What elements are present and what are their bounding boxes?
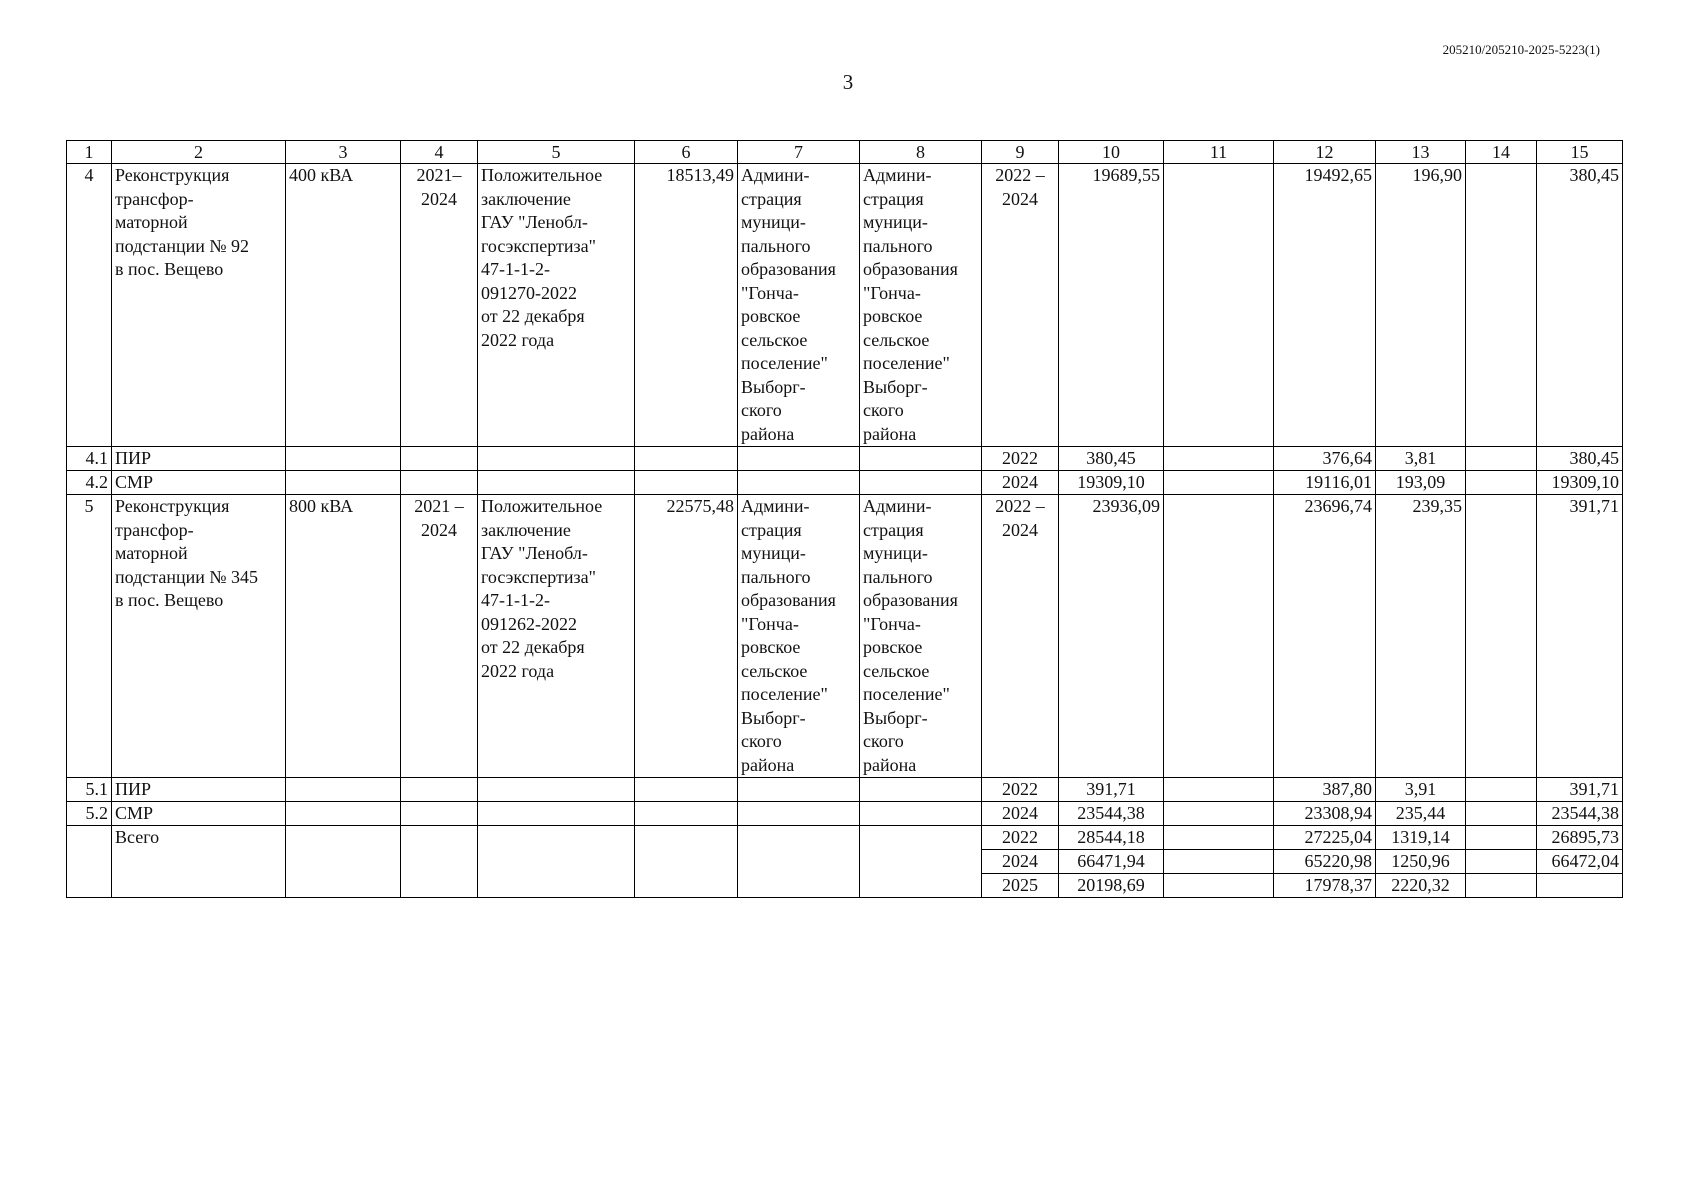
value-col-13: 1319,14 — [1376, 826, 1466, 850]
year: 2024 — [982, 802, 1059, 826]
empty-cell — [1466, 447, 1537, 471]
period: 2022 – 2024 — [982, 495, 1059, 778]
empty-cell — [478, 471, 635, 495]
total-row-2022 — [67, 826, 1623, 850]
empty-cell — [1164, 802, 1274, 826]
empty-cell — [635, 447, 738, 471]
empty-cell — [1466, 778, 1537, 802]
empty-cell — [401, 447, 478, 471]
value-col-15: 26895,73 — [1537, 826, 1623, 850]
empty-cell — [67, 826, 112, 898]
empty-cell — [1466, 874, 1537, 898]
header-cell: 11 — [1164, 141, 1274, 164]
table-row-4-1 — [67, 447, 1623, 471]
empty-cell — [286, 778, 401, 802]
value-col-13: 3,81 — [1376, 447, 1466, 471]
value-col-10: 19309,10 — [1059, 471, 1164, 495]
header-cell: 6 — [635, 141, 738, 164]
expertise-conclusion: Положительное заключение ГАУ "Ленобл- госэкспертиза" 47-1-1-2- 091270-2022 от 22 декабря 2022 года — [478, 164, 635, 447]
empty-cell — [860, 471, 982, 495]
value-col-11 — [1164, 164, 1274, 447]
table-row-4 — [67, 164, 1623, 447]
value-col-10: 380,45 — [1059, 447, 1164, 471]
header-cell: 3 — [286, 141, 401, 164]
empty-cell — [635, 471, 738, 495]
developer: Админи- страция муници- пального образования "Гонча- ровское сельское поселение" Выборг- ского района — [860, 164, 982, 447]
value-col-15: 380,45 — [1537, 164, 1623, 447]
object-name: Реконструкция трансфор- маторной подстанции № 345 в пос. Вещево — [112, 495, 286, 778]
construction-years: 2021– 2024 — [401, 164, 478, 447]
header-cell: 4 — [401, 141, 478, 164]
value-col-13: 193,09 — [1376, 471, 1466, 495]
value-col-10: 20198,69 — [1059, 874, 1164, 898]
empty-cell — [401, 802, 478, 826]
header-cell: 14 — [1466, 141, 1537, 164]
column-number-row — [67, 141, 1623, 164]
value-col-12: 387,80 — [1274, 778, 1376, 802]
empty-cell — [286, 447, 401, 471]
value-col-12: 23696,74 — [1274, 495, 1376, 778]
row-number: 5.1 — [67, 778, 112, 802]
year: 2022 — [982, 778, 1059, 802]
value-col-10: 23544,38 — [1059, 802, 1164, 826]
value-col-14 — [1466, 164, 1537, 447]
empty-cell — [1466, 826, 1537, 850]
value-col-15 — [1537, 874, 1623, 898]
page-number: 3 — [842, 70, 854, 94]
year: 2022 — [982, 826, 1059, 850]
document-id: 205210/205210-2025-5223(1) — [1442, 42, 1600, 57]
value-col-13: 239,35 — [1376, 495, 1466, 778]
value-col-13: 235,44 — [1376, 802, 1466, 826]
header-cell: 2 — [112, 141, 286, 164]
customer: Админи- страция муници- пального образования "Гонча- ровское сельское поселение" Выборг- ского района — [738, 495, 860, 778]
empty-cell — [478, 826, 635, 898]
value-col-15: 391,71 — [1537, 778, 1623, 802]
header-cell: 12 — [1274, 141, 1376, 164]
value-col-15: 380,45 — [1537, 447, 1623, 471]
row-number: 5 — [67, 495, 112, 778]
table-row-5-2 — [67, 802, 1623, 826]
value-col-12: 17978,37 — [1274, 874, 1376, 898]
year: 2025 — [982, 874, 1059, 898]
table-row-5-1 — [67, 778, 1623, 802]
year: 2022 — [982, 447, 1059, 471]
value-col-12: 376,64 — [1274, 447, 1376, 471]
empty-cell — [1164, 850, 1274, 874]
value-col-10: 23936,09 — [1059, 495, 1164, 778]
empty-cell — [635, 778, 738, 802]
value-col-10: 28544,18 — [1059, 826, 1164, 850]
header-cell: 7 — [738, 141, 860, 164]
empty-cell — [1466, 850, 1537, 874]
period: 2022 – 2024 — [982, 164, 1059, 447]
empty-cell — [738, 778, 860, 802]
value-col-15: 19309,10 — [1537, 471, 1623, 495]
total-label: Всего — [112, 826, 286, 898]
value-col-13: 196,90 — [1376, 164, 1466, 447]
empty-cell — [635, 802, 738, 826]
empty-cell — [1164, 447, 1274, 471]
value-col-13: 2220,32 — [1376, 874, 1466, 898]
value-col-11 — [1164, 495, 1274, 778]
table-row-4-2 — [67, 471, 1623, 495]
power-capacity: 800 кВА — [286, 495, 401, 778]
row-number: 4.1 — [67, 447, 112, 471]
empty-cell — [1164, 874, 1274, 898]
developer: Админи- страция муници- пального образования "Гонча- ровское сельское поселение" Выборг- ского района — [860, 495, 982, 778]
stage-name: СМР — [112, 471, 286, 495]
header-cell: 10 — [1059, 141, 1164, 164]
empty-cell — [478, 778, 635, 802]
empty-cell — [286, 826, 401, 898]
empty-cell — [286, 471, 401, 495]
table-row-5 — [67, 495, 1623, 778]
empty-cell — [1466, 471, 1537, 495]
empty-cell — [860, 778, 982, 802]
empty-cell — [860, 802, 982, 826]
header-cell: 15 — [1537, 141, 1623, 164]
header-cell: 5 — [478, 141, 635, 164]
value-col-12: 23308,94 — [1274, 802, 1376, 826]
customer: Админи- страция муници- пального образования "Гонча- ровское сельское поселение" Выборг- ского района — [738, 164, 860, 447]
value-col-10: 19689,55 — [1059, 164, 1164, 447]
header-cell: 1 — [67, 141, 112, 164]
year: 2024 — [982, 471, 1059, 495]
value-col-13: 1250,96 — [1376, 850, 1466, 874]
header-cell: 8 — [860, 141, 982, 164]
object-name: Реконструкция трансфор- маторной подстанции № 92 в пос. Вещево — [112, 164, 286, 447]
stage-name: ПИР — [112, 447, 286, 471]
value-col-12: 65220,98 — [1274, 850, 1376, 874]
construction-years: 2021 – 2024 — [401, 495, 478, 778]
empty-cell — [286, 802, 401, 826]
empty-cell — [1164, 778, 1274, 802]
empty-cell — [1164, 826, 1274, 850]
value-col-15: 23544,38 — [1537, 802, 1623, 826]
empty-cell — [860, 826, 982, 898]
stage-name: СМР — [112, 802, 286, 826]
header-cell: 9 — [982, 141, 1059, 164]
value-col-10: 66471,94 — [1059, 850, 1164, 874]
value-col-12: 19492,65 — [1274, 164, 1376, 447]
value-col-14 — [1466, 495, 1537, 778]
power-capacity: 400 кВА — [286, 164, 401, 447]
empty-cell — [401, 471, 478, 495]
value-col-10: 391,71 — [1059, 778, 1164, 802]
row-number: 5.2 — [67, 802, 112, 826]
empty-cell — [401, 778, 478, 802]
stage-name: ПИР — [112, 778, 286, 802]
empty-cell — [478, 447, 635, 471]
header-cell: 13 — [1376, 141, 1466, 164]
value-col-15: 66472,04 — [1537, 850, 1623, 874]
estimated-cost: 18513,49 — [635, 164, 738, 447]
empty-cell — [738, 826, 860, 898]
estimated-cost: 22575,48 — [635, 495, 738, 778]
value-col-12: 19116,01 — [1274, 471, 1376, 495]
expertise-conclusion: Положительное заключение ГАУ "Ленобл- госэкспертиза" 47-1-1-2- 091262-2022 от 22 декабря 2022 года — [478, 495, 635, 778]
empty-cell — [738, 447, 860, 471]
empty-cell — [738, 802, 860, 826]
row-number: 4.2 — [67, 471, 112, 495]
empty-cell — [1466, 802, 1537, 826]
empty-cell — [401, 826, 478, 898]
empty-cell — [738, 471, 860, 495]
row-number: 4 — [67, 164, 112, 447]
investment-table — [66, 140, 1623, 898]
empty-cell — [860, 447, 982, 471]
value-col-13: 3,91 — [1376, 778, 1466, 802]
empty-cell — [478, 802, 635, 826]
value-col-15: 391,71 — [1537, 495, 1623, 778]
year: 2024 — [982, 850, 1059, 874]
empty-cell — [635, 826, 738, 898]
value-col-12: 27225,04 — [1274, 826, 1376, 850]
empty-cell — [1164, 471, 1274, 495]
